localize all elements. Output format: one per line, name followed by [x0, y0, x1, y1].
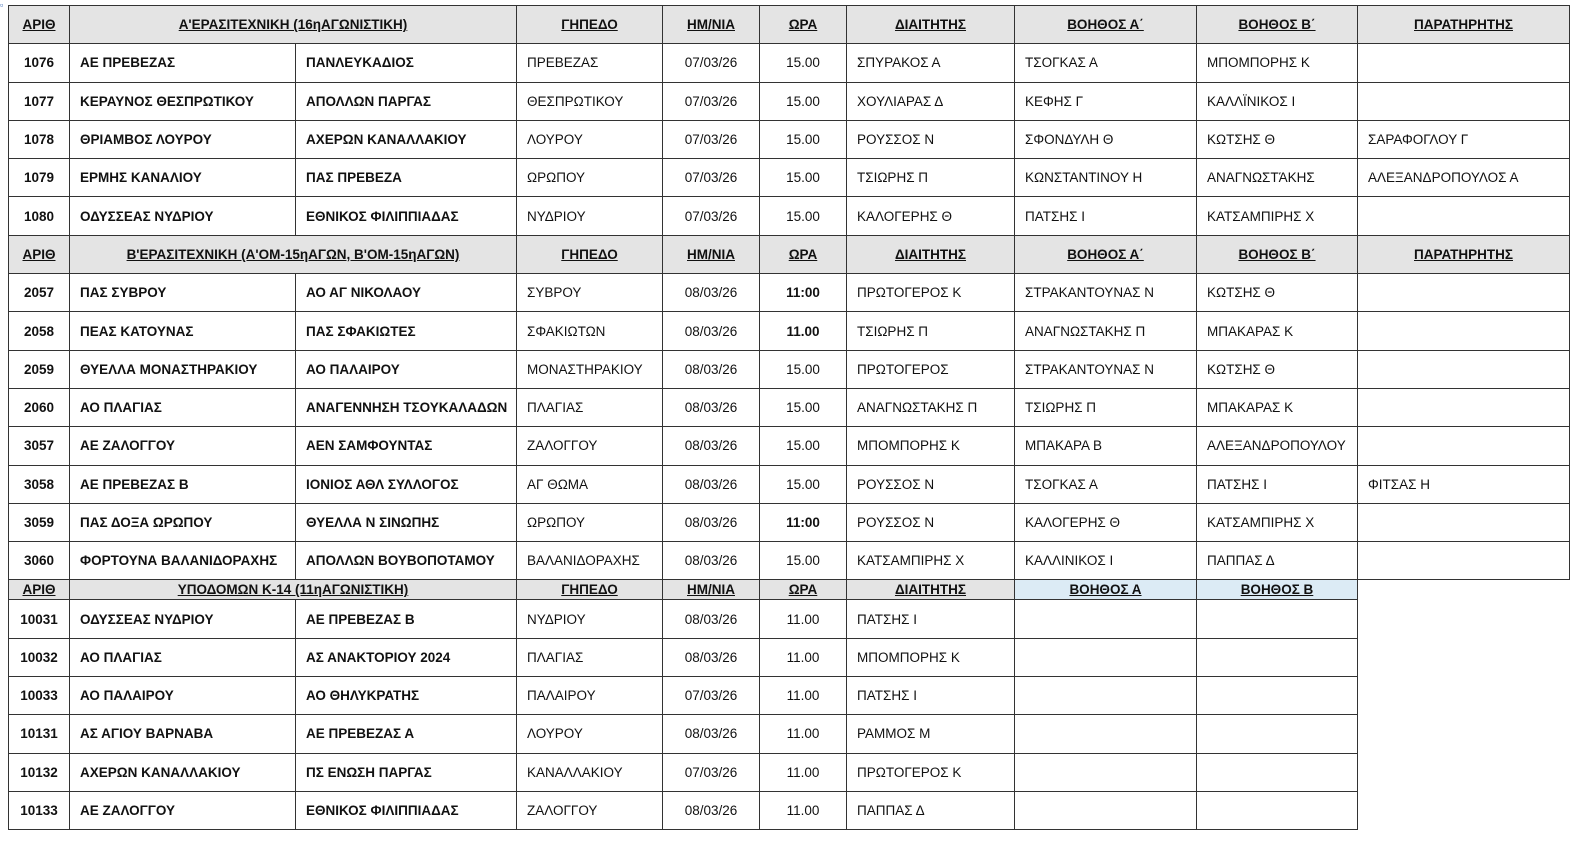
venue: ΖΑΛΟΓΓΟΥ	[517, 427, 663, 465]
assistant-b: ΚΑΛΛΪΝΙΚΟΣ Ι	[1197, 82, 1358, 120]
table-row	[9, 82, 1570, 120]
home-team: ΟΔΥΣΣΕΑΣ ΝΥΔΡΙΟΥ	[70, 197, 296, 235]
section-title: Α'ΕΡΑΣΙΤΕΧΝΙΚΗ (16ηΑΓΩΝΙΣΤΙΚΗ)	[70, 6, 517, 44]
away-team: ΠΑΣ ΠΡΕΒΕΖΑ	[296, 159, 517, 197]
section-title: ΥΠΟΔΟΜΩΝ Κ-14 (11ηΑΓΩΝΙΣΤΙΚΗ)	[70, 580, 517, 600]
match-date: 08/03/26	[663, 791, 760, 829]
match-number: 1079	[9, 159, 70, 197]
assistant-b	[1197, 715, 1358, 753]
referee: ΠΡΩΤΟΓΕΡΟΣ Κ	[847, 753, 1015, 791]
observer	[1358, 503, 1570, 541]
observer: ΑΛΕΞΑΝΔΡΟΠΟΥΛΟΣ Α	[1358, 159, 1570, 197]
referee: ΠΑΠΠΑΣ Δ	[847, 791, 1015, 829]
empty-cell	[1358, 791, 1570, 829]
venue: ΠΛΑΓΙΑΣ	[517, 638, 663, 676]
away-team: ΠΑΣ ΣΦΑΚΙΩΤΕΣ	[296, 312, 517, 350]
assistant-a	[1015, 638, 1197, 676]
match-number: 1078	[9, 120, 70, 158]
venue: ΝΥΔΡΙΟΥ	[517, 600, 663, 638]
match-date: 08/03/26	[663, 542, 760, 580]
assistant-b: ΜΠΟΜΠΟΡΗΣ Κ	[1197, 44, 1358, 82]
table-row	[9, 465, 1570, 503]
header-venue: ΓΗΠΕΔΟ	[517, 6, 663, 44]
assistant-b: ΜΠΑΚΑΡΑΣ Κ	[1197, 388, 1358, 426]
match-number: 2060	[9, 388, 70, 426]
assistant-a: ΤΣΟΓΚΑΣ Α	[1015, 44, 1197, 82]
match-date: 08/03/26	[663, 465, 760, 503]
assistant-b: ΚΩΤΣΗΣ Θ	[1197, 274, 1358, 312]
match-date: 08/03/26	[663, 715, 760, 753]
match-number: 3059	[9, 503, 70, 541]
observer: ΦΙΤΣΑΣ Η	[1358, 465, 1570, 503]
match-date: 07/03/26	[663, 677, 760, 715]
referee: ΜΠΟΜΠΟΡΗΣ Κ	[847, 638, 1015, 676]
header-time: ΩΡΑ	[760, 6, 847, 44]
section-header-row	[9, 580, 1570, 600]
referee: ΠΡΩΤΟΓΕΡΟΣ	[847, 350, 1015, 388]
observer	[1358, 44, 1570, 82]
empty-cell	[1358, 600, 1570, 638]
observer	[1358, 82, 1570, 120]
away-team: ΑΕ ΠΡΕΒΕΖΑΣ Α	[296, 715, 517, 753]
home-team: ΑΟ ΠΛΑΓΙΑΣ	[70, 388, 296, 426]
match-number: 1080	[9, 197, 70, 235]
match-time: 11.00	[760, 638, 847, 676]
match-time: 15.00	[760, 44, 847, 82]
match-number: 2057	[9, 274, 70, 312]
referee: ΡΑΜΜΟΣ Μ	[847, 715, 1015, 753]
table-row	[9, 677, 1570, 715]
match-date: 07/03/26	[663, 82, 760, 120]
venue: ΛΟΥΡΟΥ	[517, 715, 663, 753]
away-team: ΠΑΝΛΕΥΚΑΔΙΟΣ	[296, 44, 517, 82]
table-row	[9, 753, 1570, 791]
away-team: ΑΟ ΠΑΛΑΙΡΟΥ	[296, 350, 517, 388]
table-row	[9, 388, 1570, 426]
table-row	[9, 350, 1570, 388]
assistant-b: ΠΑΠΠΑΣ Δ	[1197, 542, 1358, 580]
section-title: Β'ΕΡΑΣΙΤΕΧΝΙΚΗ (Α'ΟΜ-15ηΑΓΩΝ, Β'ΟΜ-15ηΑΓΩΝ)	[70, 235, 517, 273]
match-time: 15.00	[760, 542, 847, 580]
home-team: ΑΧΕΡΩΝ ΚΑΝΑΛΛΑΚΙΟΥ	[70, 753, 296, 791]
header-num: ΑΡΙΘ	[9, 6, 70, 44]
venue: ΒΑΛΑΝΙΔΟΡΑΧΗΣ	[517, 542, 663, 580]
referee: ΚΑΛΟΓΕΡΗΣ Θ	[847, 197, 1015, 235]
venue: ΠΛΑΓΙΑΣ	[517, 388, 663, 426]
header-observer: ΠΑΡΑΤΗΡΗΤΗΣ	[1358, 235, 1570, 273]
venue: ΠΡΕΒΕΖΑΣ	[517, 44, 663, 82]
home-team: ΠΕΑΣ ΚΑΤΟΥΝΑΣ	[70, 312, 296, 350]
table-row	[9, 542, 1570, 580]
header-num: ΑΡΙΘ	[9, 580, 70, 600]
away-team: ΑΝΑΓΕΝΝΗΣΗ ΤΣΟΥΚΑΛΑΔΩΝ	[296, 388, 517, 426]
home-team: ΘΥΕΛΛΑ ΜΟΝΑΣΤΗΡΑΚΙΟΥ	[70, 350, 296, 388]
away-team: ΙΟΝΙΟΣ ΑΘΛ ΣΥΛΛΟΓΟΣ	[296, 465, 517, 503]
assistant-a: ΣΤΡΑΚΑΝΤΟΥΝΑΣ Ν	[1015, 274, 1197, 312]
match-time: 15.00	[760, 159, 847, 197]
section-header-row	[9, 235, 1570, 273]
match-date: 08/03/26	[663, 503, 760, 541]
assistant-a	[1015, 753, 1197, 791]
table-row	[9, 791, 1570, 829]
venue: ΑΓ ΘΩΜΑ	[517, 465, 663, 503]
assistant-b: ΚΩΤΣΗΣ Θ	[1197, 120, 1358, 158]
header-observer: ΠΑΡΑΤΗΡΗΤΗΣ	[1358, 6, 1570, 44]
observer	[1358, 274, 1570, 312]
venue: ΖΑΛΟΓΓΟΥ	[517, 791, 663, 829]
header-time: ΩΡΑ	[760, 580, 847, 600]
header-referee: ΔΙΑΙΤΗΤΗΣ	[847, 6, 1015, 44]
home-team: ΑΕ ΠΡΕΒΕΖΑΣ	[70, 44, 296, 82]
match-date: 08/03/26	[663, 427, 760, 465]
home-team: ΠΑΣ ΣΥΒΡΟΥ	[70, 274, 296, 312]
observer	[1358, 388, 1570, 426]
header-time: ΩΡΑ	[760, 235, 847, 273]
home-team: ΑΣ ΑΓΙΟΥ ΒΑΡΝΑΒΑ	[70, 715, 296, 753]
venue: ΠΑΛΑΙΡΟΥ	[517, 677, 663, 715]
assistant-a: ΣΦΟΝΔΥΛΗ Θ	[1015, 120, 1197, 158]
match-number: 3060	[9, 542, 70, 580]
match-date: 07/03/26	[663, 753, 760, 791]
referee: ΠΑΤΣΗΣ Ι	[847, 677, 1015, 715]
venue: ΣΥΒΡΟΥ	[517, 274, 663, 312]
match-date: 07/03/26	[663, 197, 760, 235]
assistant-a: ΚΑΛΛΙΝΙΚΟΣ Ι	[1015, 542, 1197, 580]
assistant-a: ΤΣΟΓΚΑΣ Α	[1015, 465, 1197, 503]
referee: ΠΡΩΤΟΓΕΡΟΣ Κ	[847, 274, 1015, 312]
referee: ΑΝΑΓΝΩΣΤΑΚΗΣ Π	[847, 388, 1015, 426]
header-assistant-a: ΒΟΗΘΟΣ Α΄	[1015, 235, 1197, 273]
match-date: 08/03/26	[663, 350, 760, 388]
observer	[1358, 312, 1570, 350]
table-row	[9, 44, 1570, 82]
header-num: ΑΡΙΘ	[9, 235, 70, 273]
match-date: 08/03/26	[663, 312, 760, 350]
referee: ΚΑΤΣΑΜΠΙΡΗΣ Χ	[847, 542, 1015, 580]
referee: ΤΣΙΩΡΗΣ Π	[847, 159, 1015, 197]
assistant-b	[1197, 753, 1358, 791]
assistant-b: ΚΑΤΣΑΜΠΙΡΗΣ Χ	[1197, 197, 1358, 235]
venue: ΛΟΥΡΟΥ	[517, 120, 663, 158]
empty-cell	[1358, 715, 1570, 753]
assistant-b: ΚΩΤΣΗΣ Θ	[1197, 350, 1358, 388]
header-date: ΗΜ/ΝΙΑ	[663, 6, 760, 44]
assistant-a	[1015, 791, 1197, 829]
section-header-row	[9, 6, 1570, 44]
match-date: 08/03/26	[663, 638, 760, 676]
empty-cell	[1358, 638, 1570, 676]
empty-cell	[1358, 580, 1570, 600]
match-time: 11.00	[760, 312, 847, 350]
home-team: ΚΕΡΑΥΝΟΣ ΘΕΣΠΡΩΤΙΚΟΥ	[70, 82, 296, 120]
away-team: ΕΘΝΙΚΟΣ ΦΙΛΙΠΠΙΑΔΑΣ	[296, 791, 517, 829]
match-time: 11.00	[760, 677, 847, 715]
assistant-b	[1197, 791, 1358, 829]
empty-cell	[1358, 753, 1570, 791]
away-team: ΑΣ ΑΝΑΚΤΟΡΙΟΥ 2024	[296, 638, 517, 676]
assistant-a: ΣΤΡΑΚΑΝΤΟΥΝΑΣ Ν	[1015, 350, 1197, 388]
match-number: 10133	[9, 791, 70, 829]
match-time: 15.00	[760, 120, 847, 158]
away-team: ΠΣ ΕΝΩΣΗ ΠΑΡΓΑΣ	[296, 753, 517, 791]
header-referee: ΔΙΑΙΤΗΤΗΣ	[847, 580, 1015, 600]
venue: ΣΦΑΚΙΩΤΩΝ	[517, 312, 663, 350]
assistant-b	[1197, 638, 1358, 676]
match-number: 10031	[9, 600, 70, 638]
home-team: ΑΕ ΖΑΛΟΓΓΟΥ	[70, 427, 296, 465]
match-time: 15.00	[760, 350, 847, 388]
referee: ΤΣΙΩΡΗΣ Π	[847, 312, 1015, 350]
header-referee: ΔΙΑΙΤΗΤΗΣ	[847, 235, 1015, 273]
assistant-b: ΑΝΑΓΝΩΣΤΆΚΗΣ	[1197, 159, 1358, 197]
schedule-sheet	[8, 5, 1570, 830]
away-team: ΕΘΝΙΚΟΣ ΦΙΛΙΠΠΙΑΔΑΣ	[296, 197, 517, 235]
match-date: 08/03/26	[663, 600, 760, 638]
header-assistant-b: ΒΟΗΘΟΣ Β΄	[1197, 6, 1358, 44]
match-time: 15.00	[760, 388, 847, 426]
match-number: 3057	[9, 427, 70, 465]
table-body	[9, 6, 1570, 830]
header-date: ΗΜ/ΝΙΑ	[663, 235, 760, 273]
match-time: 11:00	[760, 503, 847, 541]
away-team: ΑΠΟΛΛΩΝ ΠΑΡΓΑΣ	[296, 82, 517, 120]
match-date: 08/03/26	[663, 274, 760, 312]
venue: ΝΥΔΡΙΟΥ	[517, 197, 663, 235]
match-time: 11.00	[760, 791, 847, 829]
header-assistant-a: ΒΟΗΘΟΣ Α	[1015, 580, 1197, 600]
assistant-b: ΠΑΤΣΗΣ Ι	[1197, 465, 1358, 503]
match-number: 10132	[9, 753, 70, 791]
away-team: ΑΧΕΡΩΝ ΚΑΝΑΛΛΑΚΙΟΥ	[296, 120, 517, 158]
match-date: 07/03/26	[663, 120, 760, 158]
referee: ΣΠΥΡΑΚΟΣ Α	[847, 44, 1015, 82]
match-number: 1077	[9, 82, 70, 120]
away-team: ΑΟ ΑΓ ΝΙΚΟΛΑΟΥ	[296, 274, 517, 312]
assistant-a: ΠΑΤΣΗΣ Ι	[1015, 197, 1197, 235]
assistant-a: ΜΠΑΚΑΡΑ Β	[1015, 427, 1197, 465]
header-assistant-a: ΒΟΗΘΟΣ Α΄	[1015, 6, 1197, 44]
table-row	[9, 159, 1570, 197]
match-time: 15.00	[760, 465, 847, 503]
venue: ΜΟΝΑΣΤΗΡΑΚΙΟΥ	[517, 350, 663, 388]
venue: ΚΑΝΑΛΛΑΚΙΟΥ	[517, 753, 663, 791]
match-time: 15.00	[760, 427, 847, 465]
table-row	[9, 120, 1570, 158]
match-number: 2059	[9, 350, 70, 388]
match-date: 07/03/26	[663, 44, 760, 82]
match-time: 11:00	[760, 274, 847, 312]
venue: ΩΡΩΠΟΥ	[517, 159, 663, 197]
match-time: 11.00	[760, 715, 847, 753]
referee: ΡΟΥΣΣΟΣ Ν	[847, 120, 1015, 158]
header-date: ΗΜ/ΝΙΑ	[663, 580, 760, 600]
home-team: ΑΕ ΠΡΕΒΕΖΑΣ Β	[70, 465, 296, 503]
referee: ΠΑΤΣΗΣ Ι	[847, 600, 1015, 638]
home-team: ΕΡΜΗΣ ΚΑΝΑΛΙΟΥ	[70, 159, 296, 197]
away-team: ΑΟ ΘΗΛΥΚΡΑΤΗΣ	[296, 677, 517, 715]
venue: ΘΕΣΠΡΩΤΙΚΟΥ	[517, 82, 663, 120]
home-team: ΑΕ ΖΑΛΟΓΓΟΥ	[70, 791, 296, 829]
referee: ΡΟΥΣΣΟΣ Ν	[847, 465, 1015, 503]
table-row	[9, 638, 1570, 676]
assistant-b	[1197, 677, 1358, 715]
home-team: ΘΡΙΑΜΒΟΣ ΛΟΥΡΟΥ	[70, 120, 296, 158]
home-team: ΦΟΡΤΟΥΝΑ ΒΑΛΑΝΙΔΟΡΑΧΗΣ	[70, 542, 296, 580]
match-date: 07/03/26	[663, 159, 760, 197]
home-team: ΑΟ ΠΛΑΓΙΑΣ	[70, 638, 296, 676]
away-team: ΘΥΕΛΛΑ Ν ΣΙΝΩΠΗΣ	[296, 503, 517, 541]
assistant-b: ΑΛΕΞΑΝΔΡΟΠΟΥΛΟΥ	[1197, 427, 1358, 465]
assistant-a: ΚΑΛΟΓΕΡΗΣ Θ	[1015, 503, 1197, 541]
assistant-a: ΑΝΑΓΝΩΣΤΑΚΗΣ Π	[1015, 312, 1197, 350]
assistant-a	[1015, 715, 1197, 753]
assistant-b: ΚΑΤΣΑΜΠΙΡΗΣ Χ	[1197, 503, 1358, 541]
away-team: ΑΕ ΠΡΕΒΕΖΑΣ Β	[296, 600, 517, 638]
match-time: 15.00	[760, 197, 847, 235]
header-venue: ΓΗΠΕΔΟ	[517, 235, 663, 273]
table-row	[9, 312, 1570, 350]
header-assistant-b: ΒΟΗΘΟΣ Β΄	[1197, 235, 1358, 273]
header-assistant-b: ΒΟΗΘΟΣ Β	[1197, 580, 1358, 600]
match-time: 11.00	[760, 600, 847, 638]
table-row	[9, 503, 1570, 541]
table-row	[9, 197, 1570, 235]
referee: ΧΟΥΛΙΑΡΑΣ Δ	[847, 82, 1015, 120]
table-row	[9, 715, 1570, 753]
assistant-a: ΚΕΦΗΣ Γ	[1015, 82, 1197, 120]
referee: ΡΟΥΣΣΟΣ Ν	[847, 503, 1015, 541]
match-time: 15.00	[760, 82, 847, 120]
venue: ΩΡΩΠΟΥ	[517, 503, 663, 541]
table-row	[9, 427, 1570, 465]
match-number: 10033	[9, 677, 70, 715]
assistant-a	[1015, 677, 1197, 715]
away-team: ΑΕΝ ΣΑΜΦΟΥΝΤΑΣ	[296, 427, 517, 465]
match-number: 3058	[9, 465, 70, 503]
empty-cell	[1358, 677, 1570, 715]
observer	[1358, 542, 1570, 580]
match-date: 08/03/26	[663, 388, 760, 426]
table-row	[9, 600, 1570, 638]
header-venue: ΓΗΠΕΔΟ	[517, 580, 663, 600]
table-row	[9, 274, 1570, 312]
assistant-b	[1197, 600, 1358, 638]
match-number: 10131	[9, 715, 70, 753]
match-number: 10032	[9, 638, 70, 676]
match-schedule-table	[8, 5, 1570, 830]
match-time: 11.00	[760, 753, 847, 791]
home-team: ΟΔΥΣΣΕΑΣ ΝΥΔΡΙΟΥ	[70, 600, 296, 638]
assistant-b: ΜΠΑΚΑΡΑΣ Κ	[1197, 312, 1358, 350]
referee: ΜΠΟΜΠΟΡΗΣ Κ	[847, 427, 1015, 465]
away-team: ΑΠΟΛΛΩΝ ΒΟΥΒΟΠΟΤΑΜΟΥ	[296, 542, 517, 580]
home-team: ΠΑΣ ΔΟΞΑ ΩΡΩΠΟΥ	[70, 503, 296, 541]
match-number: 1076	[9, 44, 70, 82]
home-team: ΑΟ ΠΑΛΑΙΡΟΥ	[70, 677, 296, 715]
observer: ΣΑΡΑΦΟΓΛΟΥ Γ	[1358, 120, 1570, 158]
observer	[1358, 427, 1570, 465]
assistant-a: ΚΩΝΣΤΑΝΤΙΝΟΥ Η	[1015, 159, 1197, 197]
assistant-a	[1015, 600, 1197, 638]
corner-marker: ▫	[0, 0, 4, 10]
match-number: 2058	[9, 312, 70, 350]
assistant-a: ΤΣΙΩΡΗΣ Π	[1015, 388, 1197, 426]
observer	[1358, 197, 1570, 235]
observer	[1358, 350, 1570, 388]
